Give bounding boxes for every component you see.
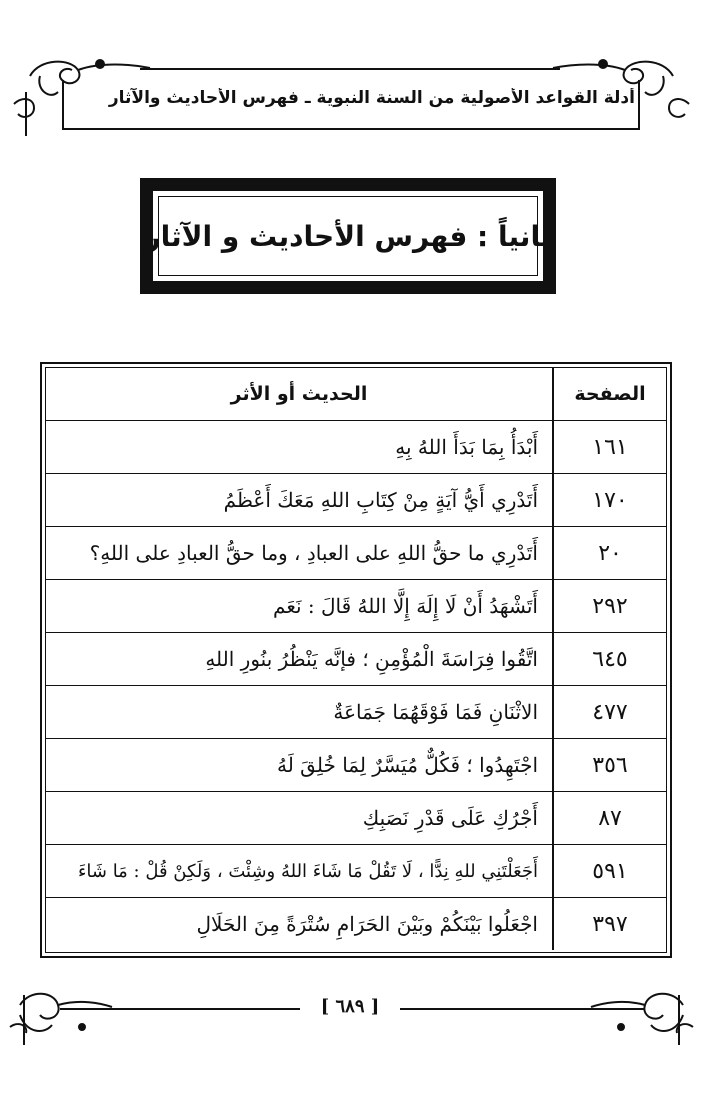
row-text: أَجَعَلْتَنِي للهِ نِدًّا ، لَا تَقُلْ مَا شَاءَ اللهُ وشِئْتَ ، وَلَكِنْ قُلْ : مَا شَاءَ xyxy=(77,860,538,882)
table-row xyxy=(46,633,666,686)
row-text: اجْتَهِدُوا ؛ فَكُلٌّ مُيَسَّرٌ لِمَا خُلِقَ لَهُ xyxy=(277,753,538,777)
table-header-row xyxy=(46,368,666,421)
header-page: الصفحة xyxy=(552,368,666,420)
header-right-bar xyxy=(638,80,640,130)
row-text: اجْعَلُوا بَيْنَكُمْ وبَيْنَ الحَرَامِ سُتْرَةً مِنَ الحَلَالِ xyxy=(196,912,538,936)
table-row xyxy=(46,792,666,845)
row-text: أَتَدْرِي أَيُّ آيَةٍ مِنْ كِتَابِ اللهِ مَعَكَ أَعْظَمُ xyxy=(223,488,538,512)
row-text: أَتَشْهَدُ أَنْ لَا إِلَهَ إِلَّا اللهُ قَالَ : نَعَم xyxy=(273,594,538,618)
row-page: ٣٩٧ xyxy=(552,898,666,950)
running-head: أدلة القواعد الأصولية من السنة النبوية ـ فهرس الأحاديث والآثار xyxy=(108,88,635,108)
table-row xyxy=(46,421,666,474)
header-left-bar xyxy=(62,80,64,130)
table-row xyxy=(46,739,666,792)
row-text: أَبْدَأُ بِمَا بَدَأَ اللهُ بِهِ xyxy=(395,435,538,459)
header-text: الحديث أو الأثر xyxy=(230,383,368,405)
row-page: ٣٥٦ xyxy=(552,739,666,791)
section-title-frame xyxy=(140,178,556,294)
row-text: أَجْرُكِ عَلَى قَدْرِ نَصَبِكِ xyxy=(362,806,538,830)
page-number: [ ٦٨٩ ] xyxy=(300,996,400,1017)
row-page: ١٧٠ xyxy=(552,474,666,526)
row-page: ٦٤٥ xyxy=(552,633,666,685)
table-row xyxy=(46,898,666,950)
table-row xyxy=(46,580,666,633)
row-text: الاثْنَانِ فَمَا فَوْقَهُمَا جَمَاعَةٌ xyxy=(333,700,538,724)
table-row xyxy=(46,845,666,898)
row-page: ٢٠ xyxy=(552,527,666,579)
row-text: اتَّقُوا فِرَاسَةَ الْمُؤْمِنِ ؛ فإنَّه يَنْظُرُ بنُورِ اللهِ xyxy=(205,647,538,671)
row-page: ٤٧٧ xyxy=(552,686,666,738)
table-row xyxy=(46,527,666,580)
row-page: ٨٧ xyxy=(552,792,666,844)
row-page: ١٦١ xyxy=(552,421,666,473)
row-text: أَتَدْرِي ما حقُّ اللهِ على العبادِ ، وما حقُّ العبادِ على اللهِ؟ xyxy=(89,541,538,565)
header-top-rule xyxy=(140,68,560,70)
row-page: ٥٩١ xyxy=(552,845,666,897)
row-page: ٢٩٢ xyxy=(552,580,666,632)
header-ornament xyxy=(0,36,703,136)
table-row xyxy=(46,474,666,527)
header-bottom-rule xyxy=(62,128,640,130)
section-title: ثانياً : فهرس الأحاديث و الآثار xyxy=(144,219,552,253)
table-row xyxy=(46,686,666,739)
hadith-index-table xyxy=(40,362,672,958)
